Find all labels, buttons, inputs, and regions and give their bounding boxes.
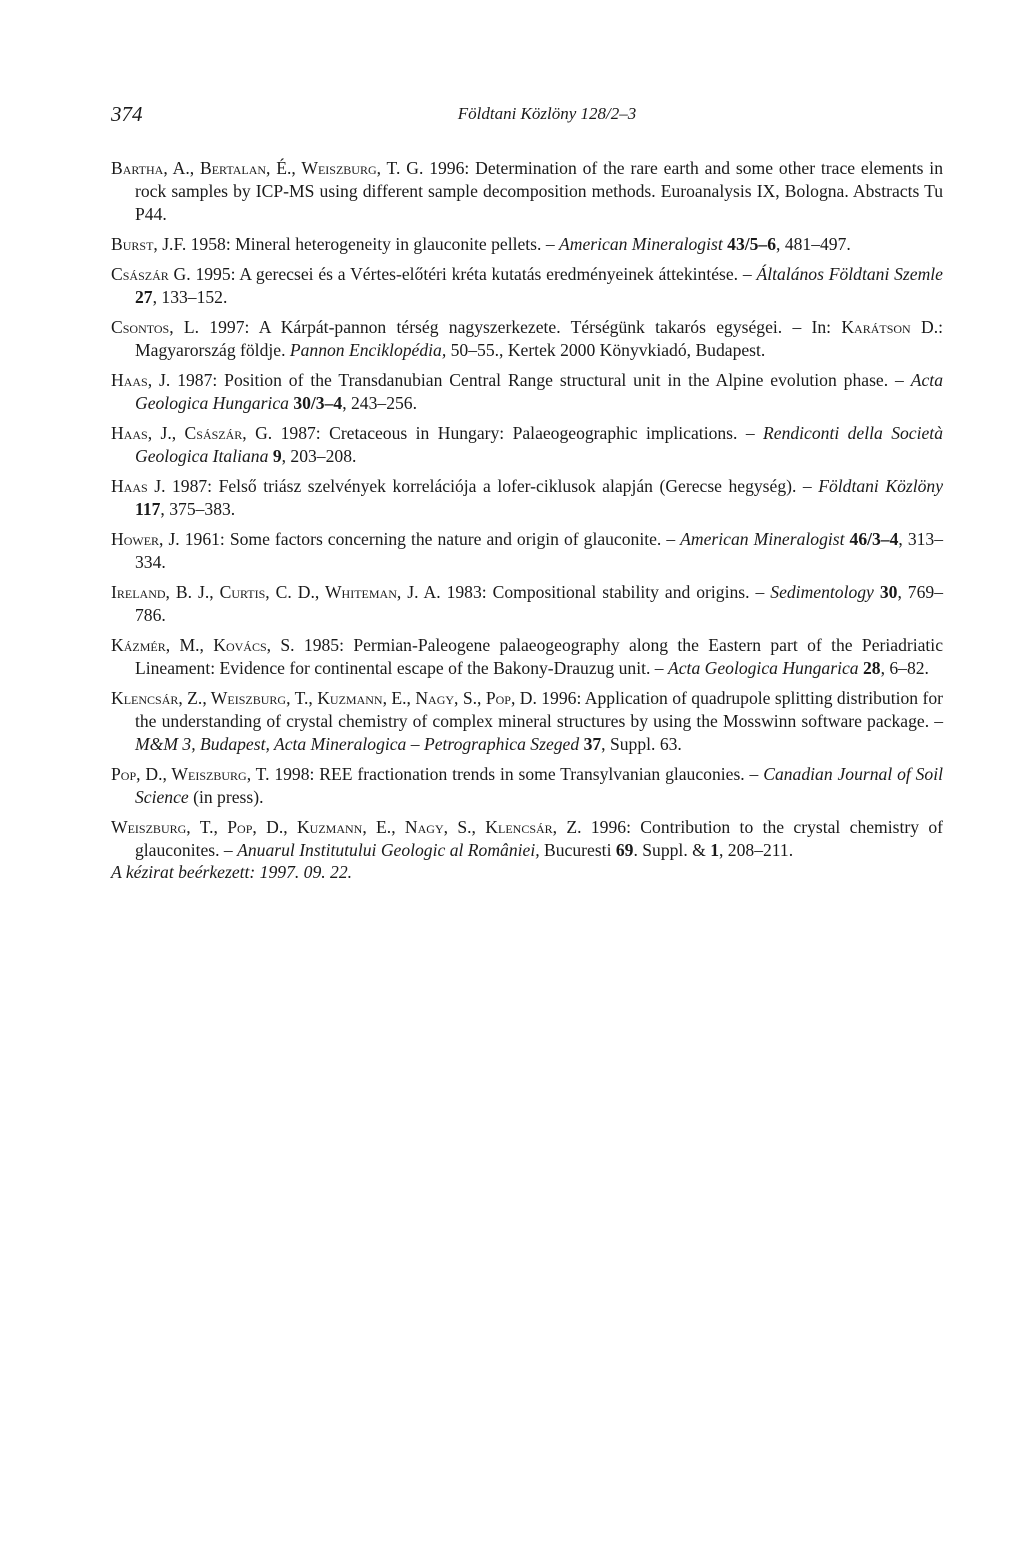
ref-journal: Anuarul Institutului Geologic al României,	[237, 840, 540, 860]
reference-list	[111, 157, 943, 869]
ref-text: 1961: Some factors concerning the nature and origin of glauconite. –	[179, 529, 681, 549]
page-number: 374	[111, 102, 143, 126]
reference-item	[111, 687, 943, 756]
reference-item	[111, 816, 943, 862]
ref-authors: Kázmér, M., Kovács, S.	[111, 635, 295, 655]
ref-pages: , 769–786.	[135, 582, 943, 625]
reference-item	[111, 634, 943, 680]
ref-text: 1996: Contribution to the crystal chemistry of glauconites. –	[135, 817, 943, 860]
ref-pages: (in press).	[188, 787, 264, 807]
ref-journal: Acta Geologica Hungarica	[668, 658, 859, 678]
ref-volume: 30/3–4	[293, 393, 343, 413]
ref-volume: 28	[862, 658, 881, 678]
reference-item	[111, 763, 943, 809]
ref-pages: , 203–208.	[281, 446, 357, 466]
ref-editor: Karátson D.	[841, 317, 939, 337]
ref-volume: 69	[615, 840, 634, 860]
reference-item	[111, 422, 943, 468]
ref-authors: Hower, J.	[111, 529, 180, 549]
reference-item	[111, 316, 943, 362]
reference-item	[111, 263, 943, 309]
ref-text: . Suppl. &	[633, 840, 711, 860]
ref-text: Bucuresti	[539, 840, 616, 860]
ref-journal: Canadian Journal of Soil Science	[135, 764, 943, 807]
ref-authors: Pop, D., Weiszburg, T.	[111, 764, 270, 784]
ref-volume: 1	[710, 840, 719, 860]
ref-journal: American Mineralogist	[559, 234, 723, 254]
reference-item	[111, 233, 943, 256]
manuscript-received-date: A kézirat beérkezett: 1997. 09. 22.	[111, 862, 353, 882]
ref-authors: Ireland, B. J., Curtis, C. D., Whiteman, J. A.	[111, 582, 441, 602]
ref-text: 1996: Application of quadrupole splitting distribution for the understanding of crystal chemistry of complex mineral structures by using the Mosswinn software package. –	[135, 688, 943, 731]
ref-text: 1987: Position of the Transdanubian Central Range structural unit in the Alpine evolution phase. –	[170, 370, 911, 390]
ref-volume: 30	[879, 582, 898, 602]
page-header	[111, 102, 943, 132]
ref-journal: Földtani Közlöny	[818, 476, 943, 496]
ref-journal: M&M 3, Budapest, Acta Mineralogica – Petrographica Szeged	[135, 734, 580, 754]
ref-authors: Haas, J., Császár, G.	[111, 423, 273, 443]
ref-journal: American Mineralogist	[680, 529, 845, 549]
running-title: Földtani Közlöny 128/2–3	[457, 104, 637, 123]
ref-authors: Bartha, A., Bertalan, É., Weiszburg, T. G.	[111, 158, 424, 178]
reference-item	[111, 475, 943, 521]
ref-authors: Csontos, L.	[111, 317, 200, 337]
reference-item	[111, 157, 943, 226]
ref-pages: , 481–497.	[776, 234, 851, 254]
ref-authors: Császár G.	[111, 264, 191, 284]
ref-journal: Sedimentology	[770, 582, 874, 602]
ref-volume: 9	[272, 446, 282, 466]
ref-pages: , 133–152.	[152, 287, 228, 307]
ref-text: 1958: Mineral heterogeneity in glauconite pellets. –	[186, 234, 560, 254]
reference-item	[111, 528, 943, 574]
ref-text: 1996: Determination of the rare earth and some other trace elements in rock samples by ICP-MS using different sample decomposition methods. Euroanalysis IX, Bologna. Abstracts Tu P44.	[135, 158, 943, 224]
ref-journal: Rendiconti della Società Geologica Italiana	[135, 423, 943, 466]
ref-journal: Acta Geologica Hungarica	[135, 370, 943, 413]
ref-pages: , 6–82.	[880, 658, 929, 678]
ref-pages: , 208–211.	[719, 840, 794, 860]
ref-text: 1987: Felső triász szelvények korrelációja a lofer-ciklusok alapján (Gerecse hegység). –	[165, 476, 819, 496]
ref-volume: 37	[583, 734, 602, 754]
ref-text: 1987: Cretaceous in Hungary: Palaeogeographic implications. –	[272, 423, 764, 443]
ref-volume: 46/3–4	[849, 529, 899, 549]
ref-authors: Haas J.	[111, 476, 166, 496]
ref-pages: 50–55., Kertek 2000 Könyvkiadó, Budapest.	[446, 340, 766, 360]
ref-volume: 43/5–6	[727, 234, 777, 254]
ref-journal: Általános Földtani Szemle	[756, 264, 943, 284]
ref-volume: 117	[135, 499, 161, 519]
ref-pages: , 313–334.	[135, 529, 944, 572]
ref-text: 1985: Permian-Paleogene palaeogeography along the Eastern part of the Periadriatic Lineament: Evidence for continental escape of the Bakony-Drauzug unit. –	[135, 635, 944, 678]
ref-text: : Magyarország földje.	[135, 317, 943, 360]
ref-authors: Burst, J.F.	[111, 234, 187, 254]
reference-item	[111, 581, 943, 627]
ref-text: 1997: A Kárpát-pannon térség nagyszerkezete. Térségünk takarós egységei. – In:	[199, 317, 842, 337]
ref-text: 1983: Compositional stability and origins. –	[440, 582, 771, 602]
ref-text: 1998: REE fractionation trends in some Transylvanian glauconies. –	[269, 764, 764, 784]
ref-authors: Haas, J.	[111, 370, 171, 390]
ref-journal: Pannon Enciklopédia,	[289, 340, 447, 360]
reference-item	[111, 369, 943, 415]
ref-pages: , Suppl. 63.	[601, 734, 682, 754]
ref-volume: 27	[135, 287, 153, 307]
ref-pages: , 375–383.	[160, 499, 236, 519]
ref-authors: Klencsár, Z., Weiszburg, T., Kuzmann, E., Nagy, S., Pop, D.	[111, 688, 537, 708]
ref-pages: , 243–256.	[342, 393, 417, 413]
ref-authors: Weiszburg, T., Pop, D., Kuzmann, E., Nagy, S., Klencsár, Z.	[111, 817, 582, 837]
ref-text: 1995: A gerecsei és a Vértes-előtéri kréta kutatás eredményeinek áttekintése. –	[190, 264, 757, 284]
